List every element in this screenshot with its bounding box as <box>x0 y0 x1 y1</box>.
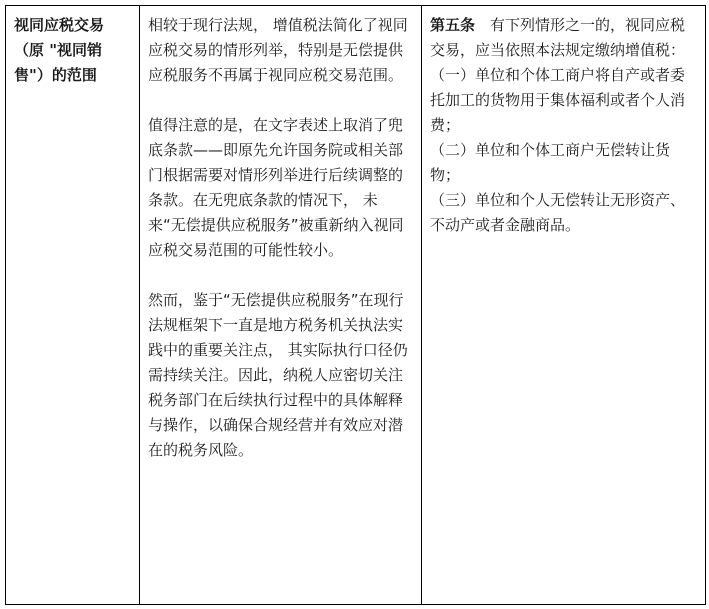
table-row <box>6 6 706 605</box>
topic-title: 视同应税交易（原 "视同销售"）的范围 <box>14 16 105 84</box>
analysis-cell <box>140 6 422 605</box>
comparison-table <box>5 5 706 605</box>
law-text-cell <box>422 6 706 605</box>
analysis-paragraph-3: 然而，鉴于“无偿提供应税服务”在现行法规框架下一直是地方税务机关执法实践中的重要关注点， 其实际执行口径仍需持续关注。因此，纳税人应密切关注税务部门在后续执行过程中的具体解释与操作，以确保合规经营并有效应对潜在的税务风险。 <box>148 291 408 459</box>
article-number: 第五条 <box>430 16 476 34</box>
article-item-2: （二）单位和个体工商户无偿转让货物； <box>430 141 671 184</box>
article-paragraph <box>430 13 697 63</box>
analysis-paragraph-1: 相较于现行法规， 增值税法简化了视同应税交易的情形列举，特别是无偿提供应税服务不再属于视同应税交易范围。 <box>148 16 408 84</box>
article-item-3: （三）单位和个人无偿转让无形资产、不动产或者金融商品。 <box>430 191 686 234</box>
article-item-1: （一）单位和个体工商户将自产或者委托加工的货物用于集体福利或者个人消费； <box>430 66 686 134</box>
topic-cell <box>6 6 140 605</box>
article-text: 有下列情形之一的，视同应税交易，应当依照本法规定缴纳增值税： <box>430 16 686 59</box>
paragraph-spacer <box>148 88 413 113</box>
analysis-paragraph-2: 值得注意的是，在文字表述上取消了兜底条款——即原先允许国务院或相关部门根据需要对情形列举进行后续调整的条款。在无兜底条款的情况下， 未来“无偿提供应税服务”被重新纳入视同应税交易范围的可能性较小。 <box>148 116 404 259</box>
paragraph-spacer <box>148 263 413 288</box>
